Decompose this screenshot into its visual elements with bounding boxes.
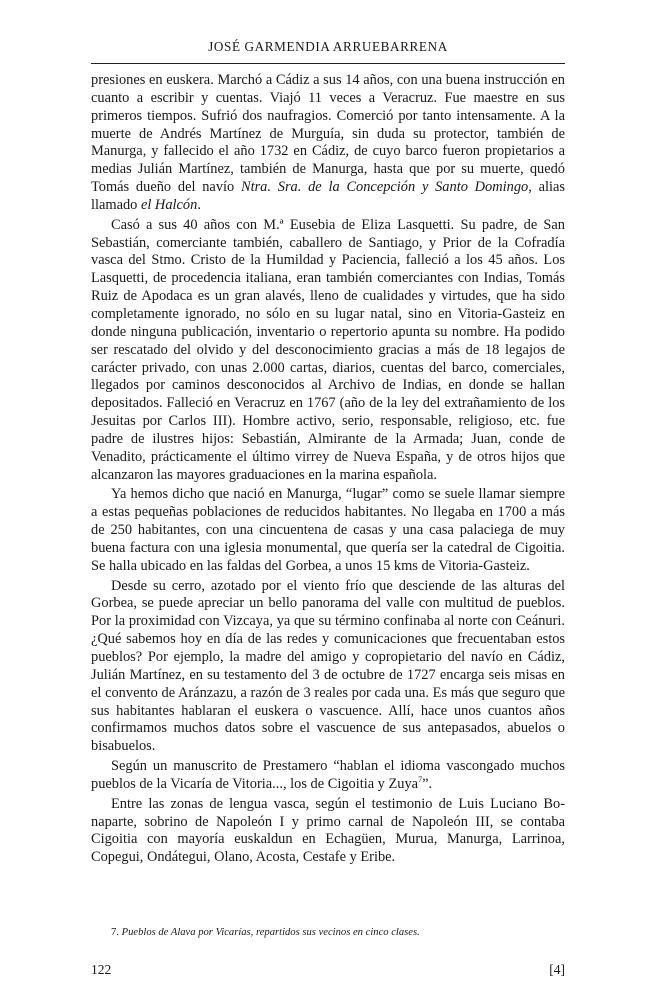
header-rule	[91, 63, 565, 64]
page-number: 122	[91, 962, 112, 977]
italic-text: Ntra. Sra. de la Concepción y Santo Domingo	[240, 179, 529, 196]
paragraph	[91, 578, 565, 756]
footnote	[111, 926, 565, 939]
text-run: presiones en euskera. Marchó a Cádiz a sus 14 años, con una buena instrucción en cuanto a escribir y cuentas. Viajó 11 veces a Veracruz. Fue maestre en sus primeros tiempos. Sufrió dos naufragios. Comerció por tanto intensamente. A la muerte de Andrés Martínez de Murguía, sin duda su protector, también de Manurga, y fallecido el año 1732 en Cádiz, de cuyo barco fueron propietarios a medias Julián Martínez, también de Manurga, hasta que por su muerte, quedó Tomás dueño del navío	[91, 72, 565, 196]
text-run: Ya hemos dicho que nació en Manurga, “lugar” como se suele llamar siempre a estas pequeñas poblaciones de reducidos habitantes. No llegaba en 1700 a más de 250 habitantes, con una cincuentena de casas y una casa palaciega de muy buena factura con una iglesia monumental, que quería ser la catedral de Cigoitia. Se halla ubicado en las faldas del Gorbea, a unos 15 kms de Vitoria-Gasteiz.	[91, 486, 565, 574]
body-text	[91, 72, 565, 867]
running-title: JOSÉ GARMENDIA ARRUEBARRENA	[208, 39, 448, 54]
paragraph	[91, 72, 565, 215]
text-run: Según un manuscrito de Prestamero “hablan el idioma vascongado muchos pueblos de la Vicaría de Vitoria..., los de Cigoitia y Zuya	[91, 758, 565, 792]
paragraph	[91, 486, 565, 575]
text-run: Desde su cerro, azotado por el viento frío que desciende de las alturas del Gorbea, se puede apreciar un bello panorama del valle con multitud de pueblos. Por la proximidad con Vizcaya, ya que su término confinaba al norte con Ceánuri. ¿Qué sabemos hoy en día de las redes y comunicaciones que frecuentaban estos pueblos? Por ejemplo, la madre del amigo y copropietario del navío en Cádiz, Julián Martínez, en su testamento del 3 de octubre de 1727 encarga seis misas en el convento de Aránzazu, a razón de 3 reales por cada una. Es más que seguro que sus habitantes hablaran el euskera o vascuence. Allí, hace unos cuantos años confirmamos muchos datos sobre el vascuence de sus antepasados, abuelos o bisabuelos.	[91, 577, 565, 755]
footnote-ref: 7	[418, 775, 423, 785]
paragraph	[91, 217, 565, 485]
footnote-number: 7.	[111, 927, 119, 938]
text-run: .	[197, 196, 201, 213]
paragraph	[91, 796, 565, 867]
text-run: ”.	[422, 775, 433, 792]
text-run: , alias llamado	[91, 179, 565, 213]
italic-text: el Halcón	[140, 196, 198, 213]
footnote-text: Pueblos de Alava por Vicarías, repartidos sus vecinos en cinco clases.	[121, 927, 420, 938]
text-run: Casó a sus 40 años con M.ª Eusebia de Eliza Lasquetti. Su padre, de San Sebastián, comerciante también, caballero de Santiago, y Prior de la Cofradía vasca del Stmo. Cristo de la Humildad y Paciencia, falleció a los 45 años. Los Lasquetti, de procedencia italiana, eran también comerciantes con Indias, Tomás Ruiz de Apodaca es un gran alavés, lleno de cualidades y virtudes, que ha sido completamente ignorado, no sólo en su lugar natal, sino en Vitoria-Gasteiz en donde ninguna publicación, inventario o repertorio apunta su nombre. Ha podido ser rescatado del olvido y del desconocimiento gracias a más de 18 legajos de carácter privado, con unas 2.000 cartas, diarios, cuentas del barco, comerciales, llegados por caminos desconocidos al Archivo de Indias, en donde se hallan depositados. Falleció en Veracruz en 1767 (año de la ley del extrañamiento de los Jesuitas por Carlos III). Hombre activo, serio, responsable, religioso, etc. fue padre de ilustres hijos: Sebastián, Almirante de la Armada; Juan, conde de Venadito, prácticamente el último virrey de Nueva España, y de otros hijos que alcanzaron las mayores graduaciones en la marina española.	[91, 216, 565, 483]
text-run: Entre las zonas de lengua vasca, según el testimonio de Luis Luciano Bonaparte, sobrino de Napoleón I y primo carnal de Napoleón III, se contaba Cigoitia con mayoría euskaldun en Echagüen, Murua, Manurga, Larrinoa, Copegui, Ondátegui, Olano, Acosta, Cestafe y Eribe.	[91, 795, 565, 866]
paragraph	[91, 758, 565, 794]
bracket-page-number: [4]	[549, 962, 565, 977]
